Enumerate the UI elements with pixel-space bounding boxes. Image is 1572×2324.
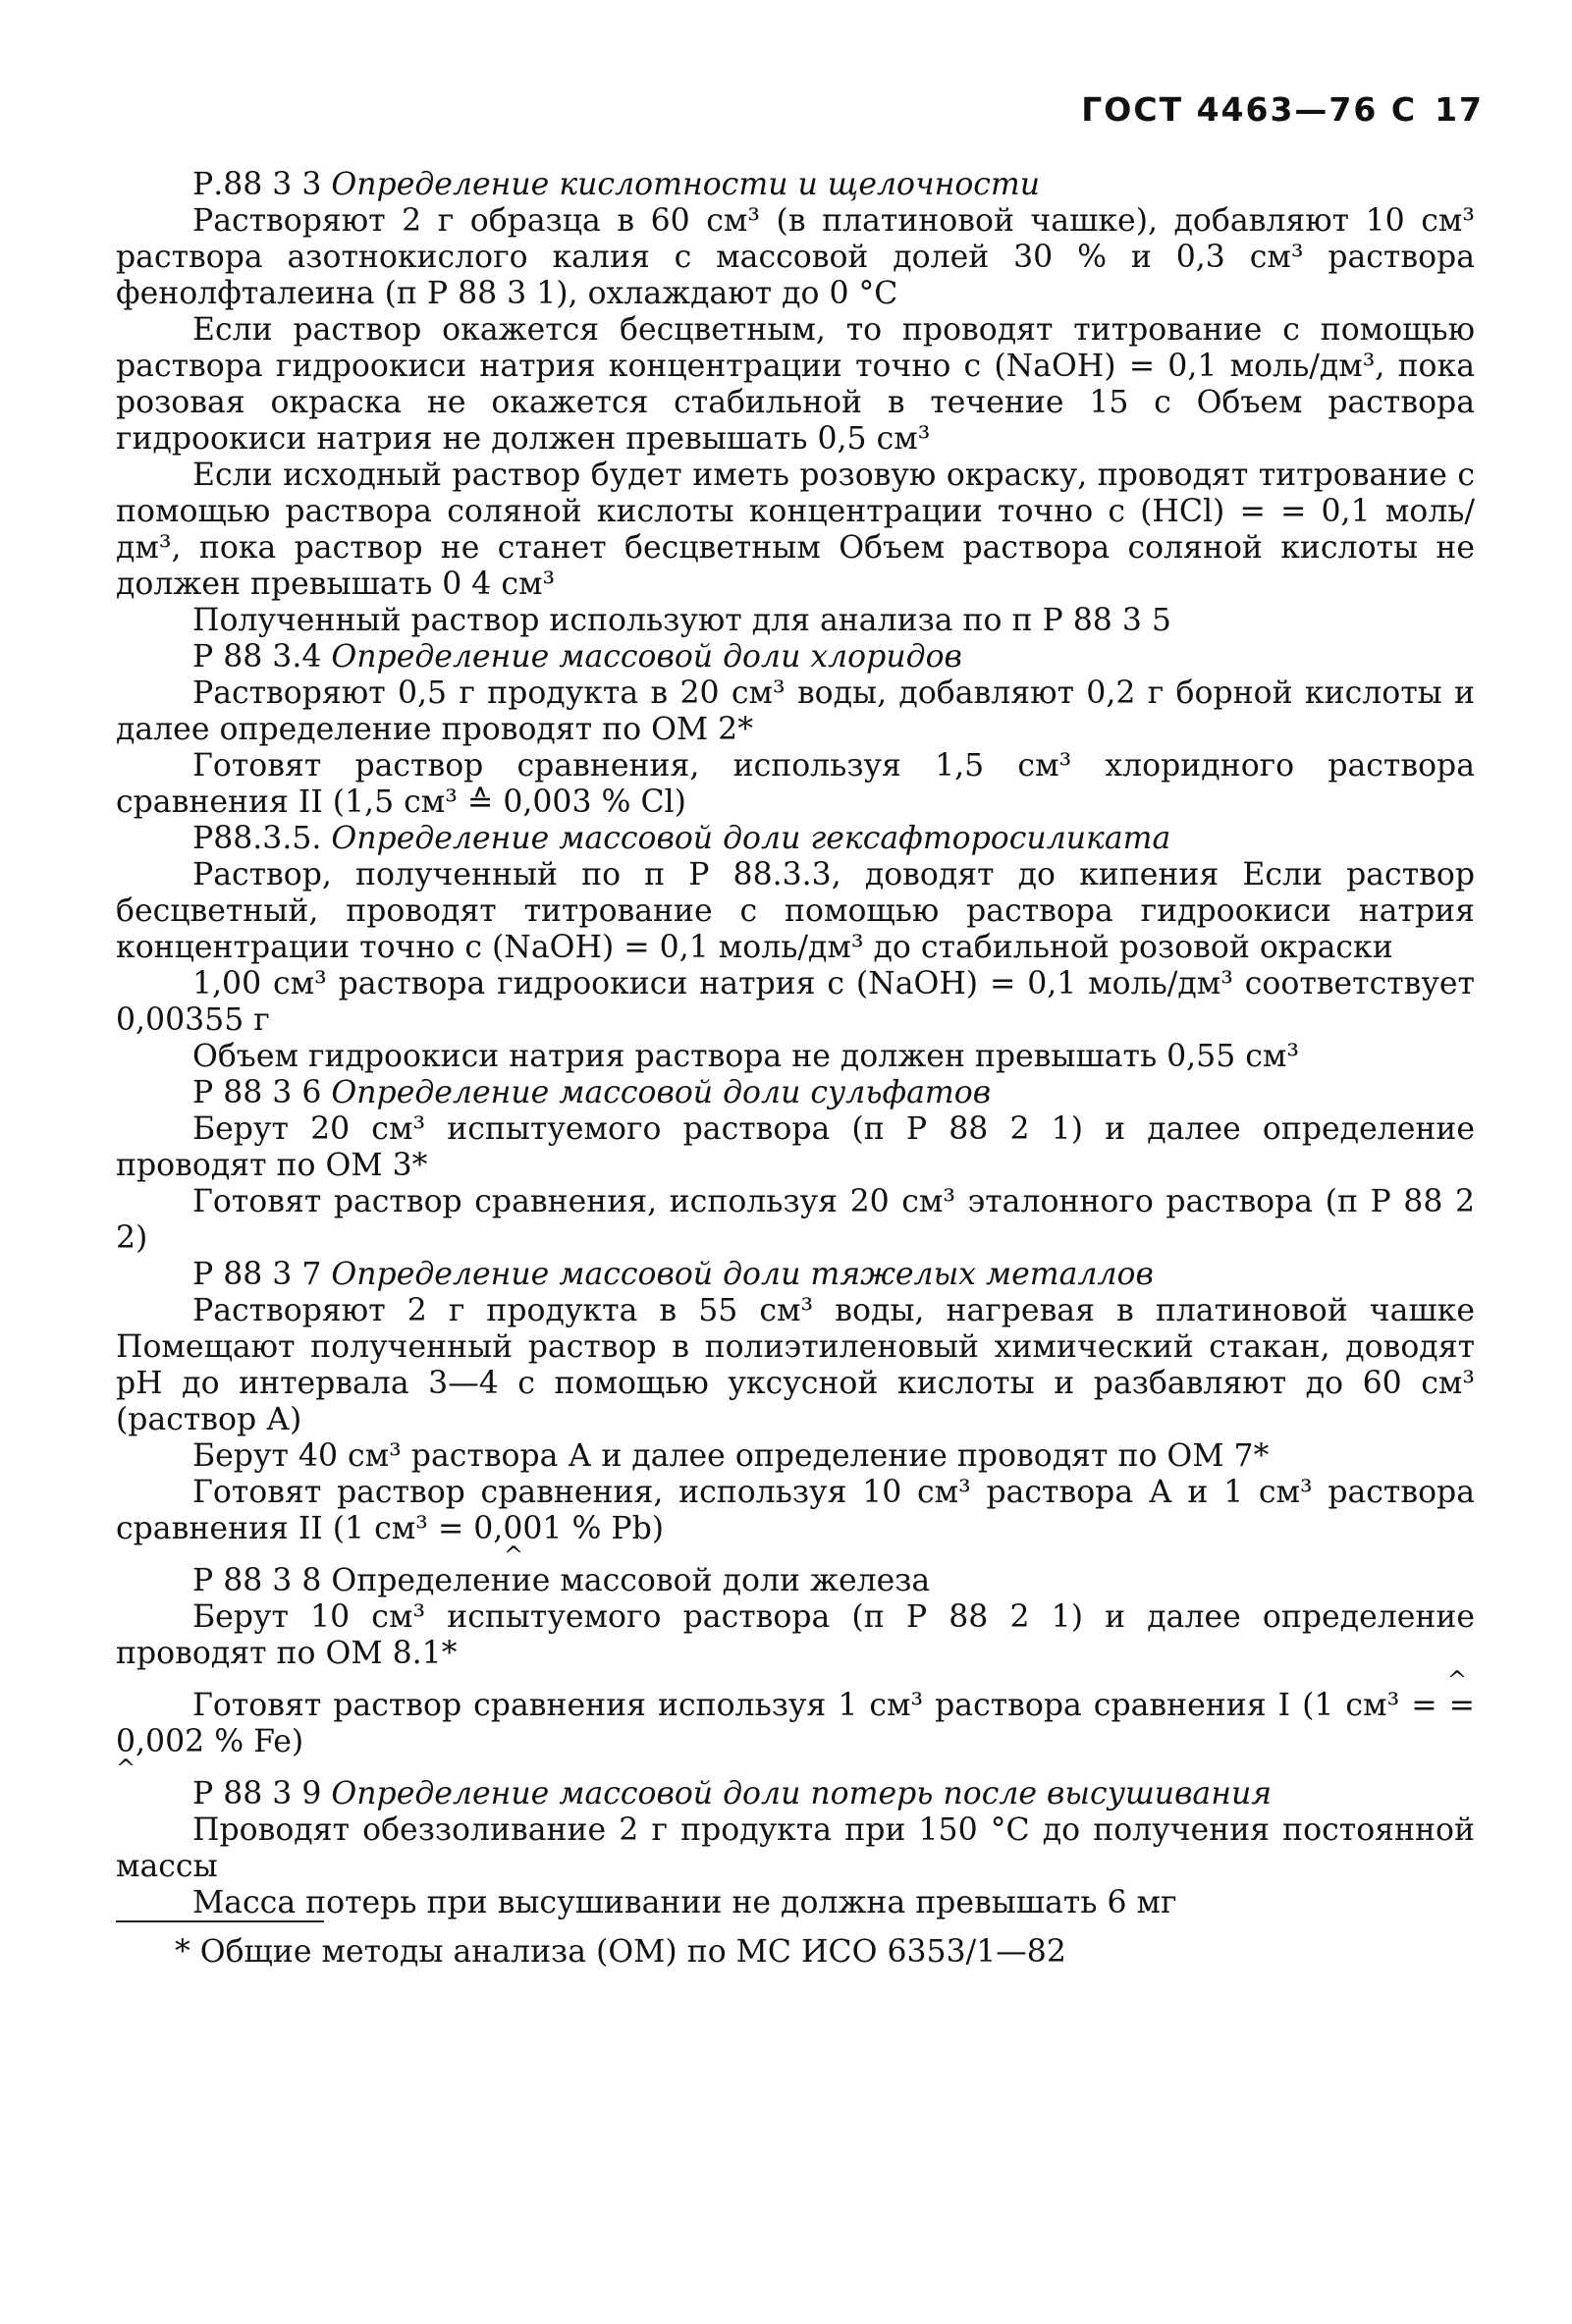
paragraph: Масса потерь при высушивании не должна превышать 6 мг bbox=[192, 1885, 1177, 1920]
document-body bbox=[116, 167, 1475, 1921]
section-number: Р 88 3 6 bbox=[192, 1075, 322, 1110]
section-number: Р88.3.5. bbox=[192, 821, 322, 856]
footnote: * Общие методы анализа (ОМ) по МС ИСО 6353/1—82 bbox=[175, 1934, 1066, 1970]
section-heading-iron: Р 88 3 8 Определение массовой доли железа bbox=[192, 1563, 931, 1598]
paragraph: Берут 40 см³ раствора А и далее определение проводят по ОМ 7* bbox=[192, 1438, 1270, 1474]
section-heading-chlorides bbox=[116, 639, 1475, 676]
section-title: Определение массовой доли гексафторосиликата bbox=[331, 821, 1171, 856]
paragraph: Растворяют 0,5 г продукта в 20 см³ воды, добавляют 0,2 г борной кислоты и далее определение проводят по ОМ 2* bbox=[116, 676, 1475, 747]
paragraph-with-mark bbox=[116, 1475, 1475, 1547]
section-number: Р 88 3 9 bbox=[192, 1776, 322, 1811]
section-heading-acidity bbox=[116, 167, 1475, 203]
paragraph: Объем гидроокиси натрия раствора не должен превышать 0,55 см³ bbox=[192, 1039, 1300, 1074]
section-heading-heavy-metals bbox=[116, 1257, 1475, 1293]
paragraph: Растворяют 2 г образца в 60 см³ (в платиновой чашке), добавляют 10 см³ раствора азотнокислого калия с массовой долей 30 % и 0,3 см³ раствора фенолфталеина (п Р 88 3 1), охлаждают до 0 °С bbox=[116, 203, 1475, 311]
paragraph: Готовят раствор сравнения, используя 20 см³ эталонного раствора (п Р 88 2 2) bbox=[116, 1184, 1475, 1256]
section-number: Р 88 3.4 bbox=[192, 639, 322, 675]
correspondence-mark: ^ bbox=[1446, 1666, 1467, 1694]
paragraph-with-mark bbox=[116, 1688, 1475, 1760]
footnote-divider bbox=[116, 1920, 324, 1922]
paragraph: Раствор, полученный по п Р 88.3.3, доводят до кипения Если раствор бесцветный, проводят титрование с помощью раствора гидроокиси натрия концентрации точно с (NaOH) = 0,1 моль/дм³ до стабильной розовой окраски bbox=[116, 857, 1475, 965]
paragraph-text: Готовят раствор сравнения используя 1 см³ раствора сравнения I (1 см³ = = 0,002 % Fe) bbox=[116, 1688, 1475, 1759]
page-header bbox=[1081, 90, 1484, 129]
paragraph-text: Готовят раствор сравнения, используя 10 см³ раствора А и 1 см³ раствора сравнения II (1 см³ = 0,001 % Pb) bbox=[116, 1475, 1475, 1546]
paragraph: Берут 10 см³ испытуемого раствора (п Р 88 2 1) и далее определение проводят по ОМ 8.1* bbox=[116, 1599, 1475, 1671]
section-title: Определение кислотности и щелочности bbox=[331, 167, 1041, 202]
correspondence-mark: ^ bbox=[116, 1755, 136, 1782]
page-number: 17 bbox=[1435, 90, 1484, 129]
paragraph: Проводят обеззоливание 2 г продукта при 150 °С до получения постоянной массы bbox=[116, 1812, 1475, 1884]
section-heading-sulfates bbox=[116, 1075, 1475, 1111]
section-title: Определение массовой доли тяжелых металлов bbox=[331, 1257, 1154, 1292]
paragraph: Если исходный раствор будет иметь розовую окраску, проводят титрование с помощью раствора соляной кислоты концентрации точно с (HCl) = = 0,1 моль/дм³, пока раствор не станет бесцветным Объем раствора соляной кислоты не должен превышать 0 4 см³ bbox=[116, 458, 1475, 602]
paragraph: Полученный раствор используют для анализа по п Р 88 3 5 bbox=[192, 603, 1171, 638]
paragraph: Готовят раствор сравнения, используя 1,5 см³ хлоридного раствора сравнения II (1,5 см³ ≙ 0,003 % Cl) bbox=[116, 748, 1475, 820]
section-heading-hexafluorosilicate bbox=[116, 821, 1475, 857]
section-title: Определение массовой доли сульфатов bbox=[331, 1075, 992, 1110]
paragraph: Если раствор окажется бесцветным, то проводят титрование с помощью раствора гидроокиси натрия концентрации точно с (NaOH) = 0,1 моль/дм³, пока розовая окраска не окажется стабильной в течение 15 с Объем раствора гидроокиси натрия не должен превышать 0,5 см³ bbox=[116, 312, 1475, 457]
section-title: Определение массовой доли хлоридов bbox=[331, 639, 962, 675]
paragraph: Берут 20 см³ испытуемого раствора (п Р 88 2 1) и далее определение проводят по ОМ 3* bbox=[116, 1111, 1475, 1183]
section-number: Р 88 3 7 bbox=[192, 1257, 322, 1292]
section-number: Р.88 3 3 bbox=[192, 167, 322, 202]
section-heading-drying-loss bbox=[116, 1776, 1475, 1812]
section-title: Определение массовой доли потерь после высушивания bbox=[331, 1776, 1273, 1811]
paragraph: 1,00 см³ раствора гидроокиси натрия с (NaOH) = 0,1 моль/дм³ соответствует 0,00355 г bbox=[116, 966, 1475, 1038]
paragraph: Растворяют 2 г продукта в 55 см³ воды, нагревая в платиновой чашке Помещают полученный раствор в полиэтиленовый химический стакан, доводят рН до интервала 3—4 с помощью уксусной кислоты и разбавляют до 60 см³ (раствор А) bbox=[116, 1293, 1475, 1437]
correspondence-mark: ^ bbox=[504, 1541, 524, 1569]
standard-number: ГОСТ 4463—76 С bbox=[1081, 90, 1418, 129]
